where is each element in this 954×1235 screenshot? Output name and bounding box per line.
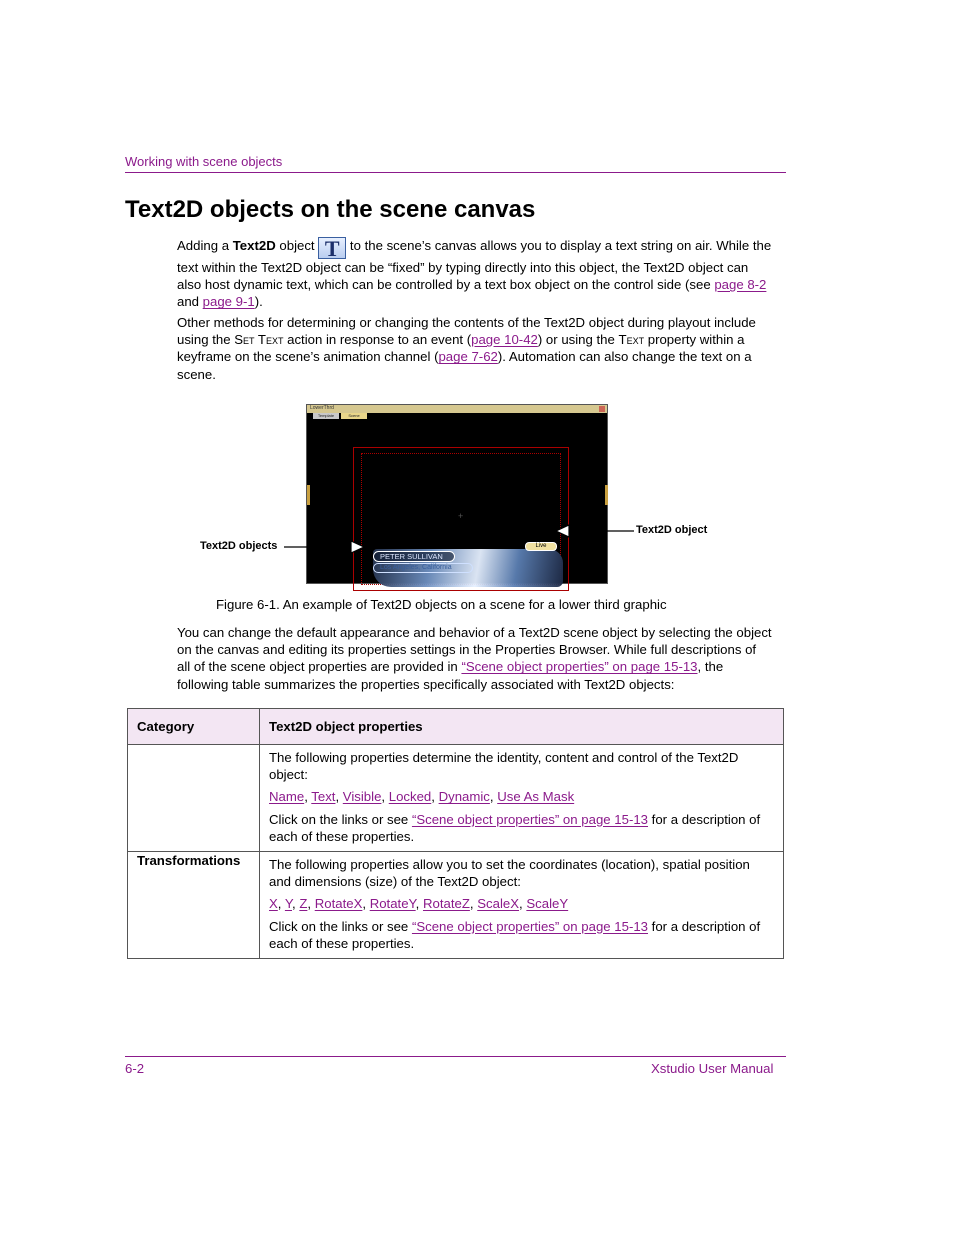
link-rotatez[interactable]: RotateZ [422, 896, 470, 912]
link-scaley[interactable]: ScaleY [526, 896, 569, 912]
figure-tab-scene: Scene [341, 413, 367, 419]
table-row [128, 852, 784, 959]
link-x[interactable]: X [269, 896, 278, 912]
figure-tab-template: Template [313, 413, 339, 419]
text-property-term: Text [618, 332, 645, 348]
figure-text2d-name: PETER SULLIVAN [373, 551, 455, 562]
running-header: Working with scene objects [125, 154, 283, 169]
text: You can change the default appearance and behavior of a Text2D scene object by selecting the object on the canvas and editing its properties settings in the Properties Browser. While full descriptions of all of the scene object properties are provided in [177, 625, 772, 675]
text: for a description of each of these properties. [269, 811, 761, 844]
text: Click on the links or see [269, 811, 412, 827]
text: ). Automation can also change the text on a scene. [177, 349, 752, 382]
link-page-7-62[interactable]: page 7-62 [438, 349, 498, 365]
link-visible[interactable]: Visible [342, 789, 382, 805]
property-links: X, Y, Z, RotateX, RotateY, RotateZ, ScaleX, ScaleY [269, 896, 569, 912]
figure-side-handle [307, 485, 310, 505]
properties-cell [260, 745, 784, 852]
table-header-row [128, 709, 784, 745]
figure-screenshot [306, 404, 608, 584]
link-page-9-1[interactable]: page 9-1 [202, 294, 255, 310]
figure-caption: Figure 6-1. An example of Text2D objects on a scene for a lower third graphic [216, 597, 667, 612]
category-cell: Transformations [128, 852, 260, 959]
link-text[interactable]: Text [311, 789, 336, 805]
manual-title: Xstudio User Manual [651, 1061, 774, 1076]
figure-text2d-place: Los Angeles, California [373, 563, 473, 573]
column-header-properties: Text2D object properties [260, 709, 784, 745]
properties-paragraph [177, 624, 772, 693]
properties-table [127, 708, 784, 959]
properties-intro: The following properties determine the identity, content and control of the Text2D object: [269, 750, 739, 783]
intro-paragraph [177, 237, 772, 311]
link-dynamic[interactable]: Dynamic [438, 789, 490, 805]
properties-outro [269, 811, 774, 845]
column-header-category: Category [128, 709, 260, 745]
text: ). [254, 294, 263, 310]
text2d-icon: T [318, 237, 346, 259]
link-scene-object-properties[interactable]: “Scene object properties” on page 15-13 [411, 918, 648, 934]
link-page-10-42[interactable]: page 10-42 [471, 332, 538, 348]
properties-cell [260, 852, 784, 959]
callout-right-label: Text2D object [636, 524, 708, 536]
set-text-action-term: Set Text [234, 332, 284, 348]
link-locked[interactable]: Locked [388, 789, 432, 805]
page-title: Text2D objects on the scene canvas [125, 196, 536, 223]
property-links: Name, Text, Visible, Locked, Dynamic, Use As Mask [269, 789, 575, 805]
figure-titlebar [307, 405, 607, 413]
figure-text2d-live: Live [525, 542, 557, 551]
page-number: 6-2 [125, 1061, 145, 1076]
text: ) or using the [537, 332, 619, 348]
header-rule [125, 172, 786, 173]
footer-rule [125, 1056, 786, 1057]
properties-outro [269, 918, 774, 952]
text: object [275, 238, 319, 253]
figure-crosshair-icon: + [458, 511, 464, 521]
text: to the scene’s canvas allows you to display a text string on air. While the text within the Text2D object can be “fixed” by typing directly into this object, the Text2D object can also host dynamic text, which can be controlled by a text box object on the control side (see [177, 238, 772, 293]
link-use-as-mask[interactable]: Use As Mask [497, 789, 575, 805]
text: for a description of each of these properties. [269, 918, 761, 951]
text: Click on the links or see [269, 918, 412, 934]
text: and [177, 294, 203, 310]
text: Other methods for determining or changing the contents of the Text2D object during playout include using the [177, 315, 756, 348]
link-scalex[interactable]: ScaleX [477, 896, 520, 912]
figure-close-icon [599, 406, 605, 412]
link-y[interactable]: Y [284, 896, 292, 912]
table-row [128, 745, 784, 852]
link-scene-object-properties[interactable]: “Scene object properties” on page 15-13 [411, 811, 648, 827]
figure-window-title: LowerThrd [310, 405, 334, 411]
link-rotatex[interactable]: RotateX [314, 896, 363, 912]
text: property within a keyframe on the scene’s animation channel ( [177, 332, 745, 365]
link-scene-object-properties[interactable]: “Scene object properties” on page 15-13 [461, 659, 698, 675]
text: action in response to an event ( [283, 332, 472, 348]
link-page-8-2[interactable]: page 8-2 [714, 277, 767, 293]
link-z[interactable]: Z [299, 896, 308, 912]
link-rotatey[interactable]: RotateY [369, 896, 416, 912]
text: Adding a [177, 238, 233, 253]
figure-side-handle [605, 485, 608, 505]
text: , the following table summarizes the properties specifically associated with Text2D objects: [177, 659, 724, 692]
callout-left-label: Text2D objects [200, 540, 278, 552]
methods-paragraph [177, 314, 772, 383]
properties-intro: The following properties allow you to set the coordinates (location), spatial position and dimensions (size) of the Text2D object: [269, 857, 750, 890]
figure-scene-canvas [311, 421, 605, 583]
category-cell [128, 745, 260, 852]
link-name[interactable]: Name [269, 789, 305, 805]
text2d-term: Text2D [232, 238, 276, 253]
